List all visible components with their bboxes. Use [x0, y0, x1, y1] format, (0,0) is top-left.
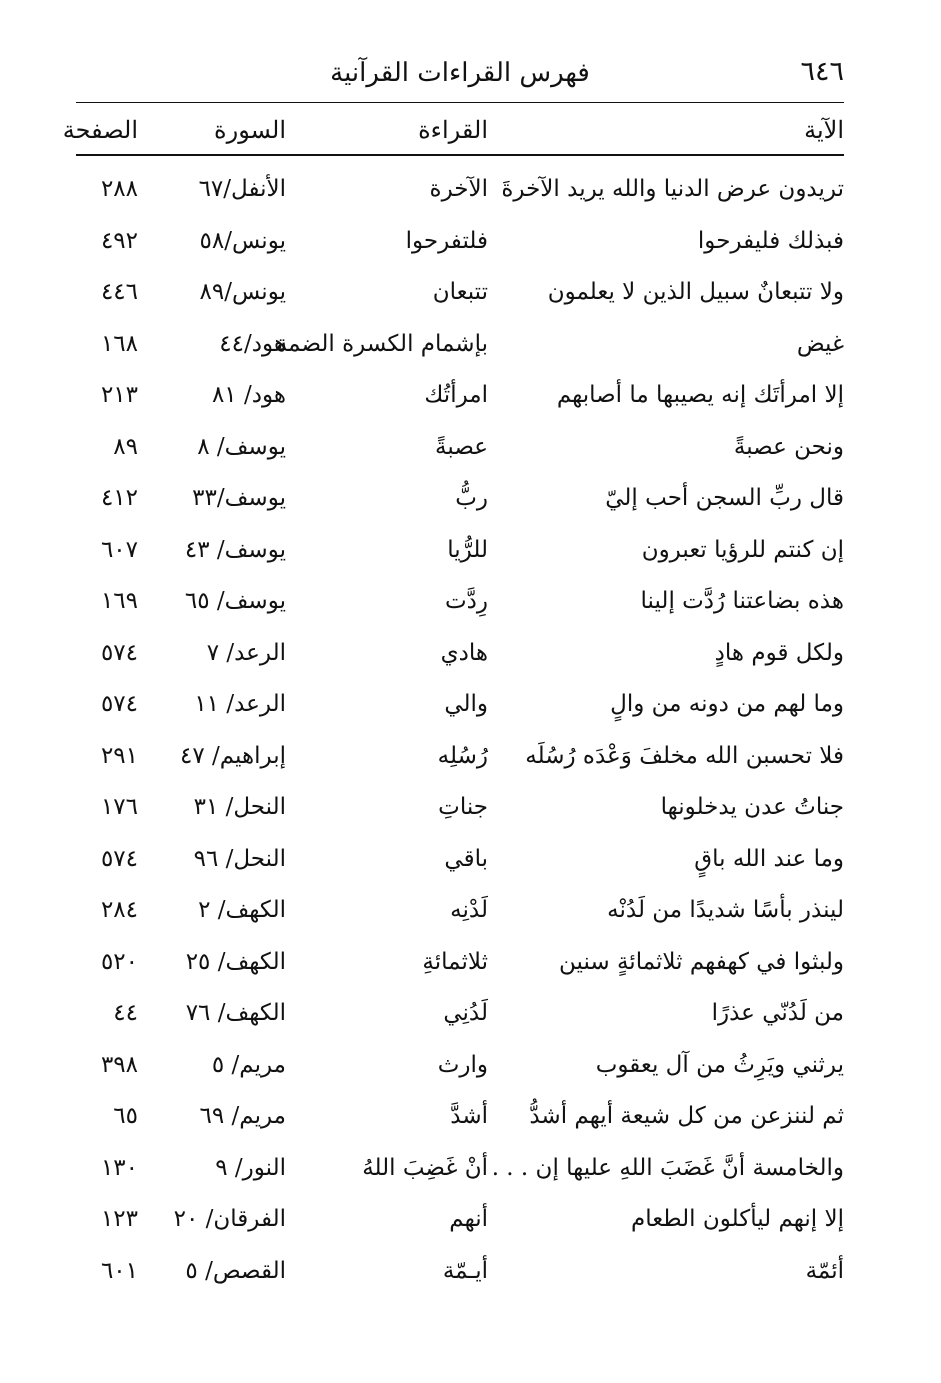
- page-cell: ١٣٠: [100, 1154, 138, 1181]
- table-row: [76, 634, 844, 686]
- qiraa-cell: امرأتُك: [424, 382, 488, 408]
- sura-cell: الأنفل/٦٧: [198, 176, 286, 202]
- table-row: [76, 531, 844, 583]
- sura-cell: هود/ ٨١: [211, 382, 286, 408]
- table-row: [76, 428, 844, 480]
- sura-cell: النور/ ٩: [215, 1154, 286, 1181]
- table-row: [76, 685, 844, 737]
- sura-cell: إبراهيم/ ٤٧: [179, 742, 286, 769]
- sura-cell: القصص/ ٥: [185, 1257, 286, 1284]
- aya-cell: أئمّة: [805, 1257, 844, 1284]
- aya-cell: غيض: [796, 330, 844, 357]
- column-header-sura: السورة: [214, 116, 286, 144]
- table-row: [76, 1149, 844, 1201]
- table-row: [76, 1046, 844, 1098]
- sura-cell: يوسف/٣٣: [192, 485, 286, 511]
- aya-cell: إلا امرأتَك إنه يصيبها ما أصابهم: [556, 382, 844, 408]
- page-cell: ٥٢٠: [100, 948, 138, 975]
- qiraa-cell: جناتِ: [438, 794, 488, 820]
- sura-cell: يوسف/ ٤٣: [184, 536, 286, 563]
- qiraa-cell: هادي: [440, 639, 488, 666]
- column-header-qiraa: القراءة: [418, 116, 488, 144]
- qiraa-cell: أشدَّ: [450, 1103, 488, 1129]
- table-row: [76, 1200, 844, 1252]
- sura-cell: يوسف/ ٨: [197, 433, 286, 460]
- table-row: [76, 1097, 844, 1149]
- qiraa-cell: أيـمّة: [442, 1257, 488, 1284]
- sura-cell: الرعد/ ٧: [206, 639, 286, 666]
- table-row: [76, 582, 844, 634]
- aya-cell: من لَدُنّي عذرًا: [711, 1000, 844, 1026]
- table-row: [76, 222, 844, 274]
- running-head: [76, 52, 844, 102]
- table-row: [76, 943, 844, 995]
- qiraa-cell: وارث: [437, 1051, 488, 1078]
- sura-cell: يوسف/ ٦٥: [184, 588, 286, 614]
- sura-cell: الفرقان/ ٢٠: [173, 1206, 286, 1232]
- qiraa-cell: لَدُنِي: [443, 1000, 488, 1026]
- aya-cell: لينذر بأسًا شديدًا من لَدُنْه: [607, 897, 844, 923]
- page-cell: ٤٩٢: [100, 227, 138, 254]
- aya-cell: ولا تتبعانٌ سبيل الذين لا يعلمون: [547, 279, 844, 305]
- aya-cell: ثم لننزعن من كل شيعة أيهم أشدُّ: [529, 1103, 844, 1129]
- aya-cell: ولبثوا في كهفهم ثلاثمائةٍ سنين: [559, 948, 844, 975]
- page-cell: ٢٨٨: [100, 176, 138, 202]
- page-cell: ١٢٣: [100, 1206, 138, 1232]
- column-header-row: [62, 110, 844, 154]
- table-row: [76, 994, 844, 1046]
- aya-cell: تريدون عرض الدنيا والله يريد الآخرةَ: [501, 176, 844, 202]
- aya-cell: إن كنتم للرؤيا تعبرون: [641, 536, 844, 563]
- qiraa-cell: لَدْنِه: [450, 897, 488, 923]
- aya-cell: وما عند الله باقٍ: [694, 845, 844, 872]
- page-cell: ١٧٦: [100, 794, 138, 820]
- aya-cell: فبذلك فليفرحوا: [697, 227, 844, 254]
- page-cell: ٢٨٤: [100, 897, 138, 923]
- aya-cell: هذه بضاعتنا رُدَّت إلينا: [640, 588, 844, 614]
- sura-cell: النحل/ ٩٦: [193, 845, 286, 872]
- page-cell: ٦٠٧: [100, 536, 138, 563]
- sura-cell: الكهف/ ٧٦: [185, 1000, 286, 1026]
- aya-cell: ولكل قوم هادٍ: [714, 639, 844, 666]
- column-header-aya: الآية: [804, 116, 844, 144]
- aya-cell: فلا تحسبن الله مخلفَ وَعْدَه رُسُلَه: [525, 742, 844, 769]
- aya-cell: جناتُ عدن يدخلونها: [660, 794, 844, 820]
- qiraa-cell: أنْ غَضِبَ اللهُ: [362, 1154, 488, 1181]
- page-cell: ٢٩١: [100, 742, 138, 769]
- page-cell: ١٦٩: [100, 588, 138, 614]
- page-cell: ٨٩: [113, 433, 138, 460]
- table-row: [76, 891, 844, 943]
- table-row: [76, 170, 844, 222]
- aya-cell: إلا إنهم ليأكلون الطعام: [630, 1206, 844, 1232]
- qiraa-cell: تتبعان: [432, 279, 488, 305]
- page-cell: ٦٥: [113, 1103, 138, 1129]
- qiraa-cell: للرُّيا: [447, 536, 488, 563]
- table-row: [76, 788, 844, 840]
- column-header-page: الصفحة: [62, 116, 138, 144]
- aya-cell: ونحن عصبةً: [733, 433, 844, 460]
- sura-cell: الكهف/ ٢: [198, 897, 286, 923]
- table-row: [76, 479, 844, 531]
- qiraa-cell: باقي: [444, 845, 488, 872]
- qiraa-cell: الآخرة: [429, 176, 488, 202]
- sura-cell: مريم/ ٥: [211, 1051, 286, 1078]
- index-title: فهرس القراءات القرآنية: [330, 58, 590, 88]
- aya-cell: والخامسة أنَّ غَضَبَ اللهِ عليها إن . . .: [491, 1154, 844, 1181]
- qiraa-cell: عصبةً: [435, 433, 488, 460]
- page-cell: ٤٤٦: [100, 279, 138, 305]
- page-cell: ٦٠١: [100, 1257, 138, 1284]
- page-cell: ٥٧٤: [100, 691, 138, 717]
- sura-cell: النحل/ ٣١: [193, 794, 286, 820]
- qiraa-cell: ربُّ: [455, 485, 488, 511]
- table-row: [76, 1252, 844, 1304]
- qiraa-cell: رُسُلِه: [437, 742, 488, 769]
- aya-cell: قال ربِّ السجن أحب إليّ: [605, 485, 844, 511]
- page-cell: ٤١٢: [100, 485, 138, 511]
- index-table-body: [76, 170, 844, 1310]
- qiraa-cell: رِدَّت: [444, 588, 488, 614]
- aya-cell: يرثني ويَرِثُ من آل يعقوب: [595, 1051, 844, 1078]
- sura-cell: هود/٤٤: [219, 330, 286, 357]
- table-row: [76, 273, 844, 325]
- column-header-divider: [76, 154, 844, 156]
- page-cell: ٥٧٤: [100, 845, 138, 872]
- header-divider: [76, 102, 844, 103]
- qiraa-cell: بإشمام الكسرة الضمة: [275, 330, 488, 357]
- page-cell: ١٦٨: [100, 330, 138, 357]
- page-number: ٦٤٦: [800, 56, 844, 87]
- page-cell: ٢١٣: [100, 382, 138, 408]
- page-cell: ٤٤: [113, 1000, 138, 1026]
- aya-cell: وما لهم من دونه من والٍ: [610, 691, 844, 717]
- sura-cell: يونس/٨٩: [199, 279, 286, 305]
- page-cell: ٣٩٨: [100, 1051, 138, 1078]
- table-row: [76, 840, 844, 892]
- table-row: [76, 737, 844, 789]
- sura-cell: مريم/ ٦٩: [199, 1103, 286, 1129]
- qiraa-cell: أنهم: [449, 1206, 488, 1232]
- table-row: [76, 325, 844, 377]
- qiraa-cell: والي: [444, 691, 488, 717]
- qiraa-cell: ثلاثمائةِ: [422, 948, 488, 975]
- page-cell: ٥٧٤: [100, 639, 138, 666]
- sura-cell: الكهف/ ٢٥: [185, 948, 286, 975]
- sura-cell: الرعد/ ١١: [194, 691, 286, 717]
- sura-cell: يونس/٥٨: [199, 227, 286, 254]
- qiraa-cell: فلتفرحوا: [405, 227, 488, 254]
- table-row: [76, 376, 844, 428]
